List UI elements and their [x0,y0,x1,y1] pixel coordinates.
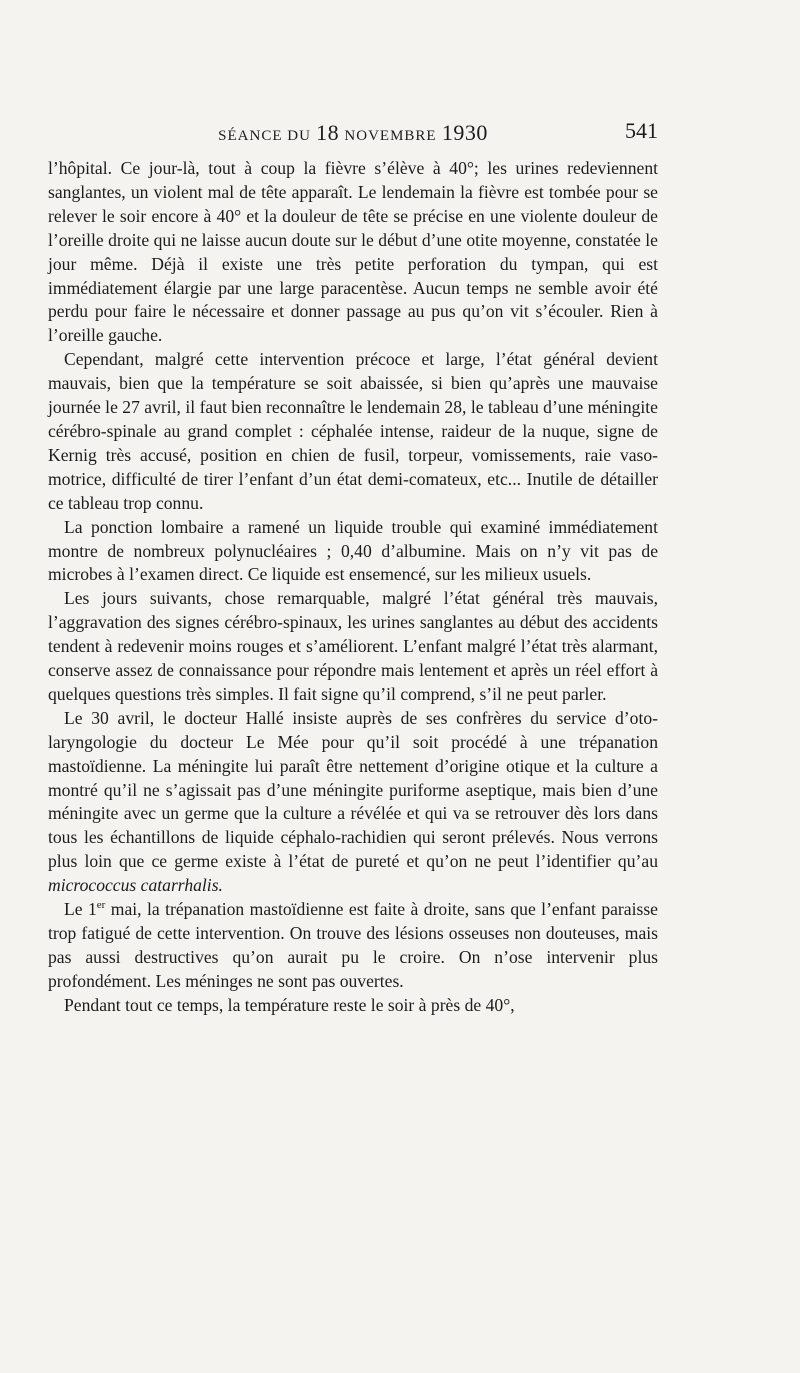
paragraph-4: Les jours suivants, chose remarquable, malgré l’état général très mauvais, l’aggravation des signes cérébro-spinaux, les urines sanglantes au début des accidents tendent à redevenir moins rouges et s’améliorent. L’enfant malgré l’état très alarmant, conserve assez de connaissance pour répondre mais lentement et après un réel effort à quelques questions très simples. Il fait signe qu’il comprend, s’il ne peut parler. [48,588,658,704]
body-text [48,157,658,1018]
paragraph-6-text: mai, la trépanation mastoïdienne est faite à droite, sans que l’enfant paraisse trop fatigué de cette intervention. On trouve des lésions osseuses non douteuses, mais pas aussi destructives qu’on aurait pu le croire. On n’ose intervenir plus profondément. Les méninges ne sont pas ouvertes. [48,899,658,991]
paragraph-3: La ponction lombaire a ramené un liquide trouble qui examiné immédiatement montre de nombreux polynucléaires ; 0,40 d’albumine. Mais on n’y vit pas de microbes à l’examen direct. Ce liquide est ensemencé, sur les milieux usuels. [48,516,658,585]
paragraph-5-text: Le 30 avril, le docteur Hallé insiste auprès de ses confrères du service d’oto-laryngologie du docteur Le Mée pour qu’il soit procédé à une trépanation mastoïdienne. La méningite lui paraît être nettement d’origine otique et la culture a montré qu’il ne s’agissait pas d’une méningite puriforme aseptique, mais bien d’une méningite avec un germe que la culture a révélée et qui va se retrouver dès lors dans tous les échantillons de liquide céphalo-rachidien qui seront prélevés. Nous verrons plus loin que ce germe existe à l’état de pureté et qu’on ne peut l’identifier qu’au [48,707,658,872]
header-day: 18 [316,120,340,145]
species-name: micrococcus catarrhalis. [48,875,223,896]
header-year: 1930 [441,120,488,145]
ordinal-superscript: er [96,899,106,912]
running-header [48,116,658,150]
header-month: NOVEMBRE [344,128,437,144]
paragraph-7: Pendant tout ce temps, la température reste le soir à près de 40°, [64,994,515,1015]
paragraph-2: Cependant, malgré cette intervention précoce et large, l’état général devient mauvais, bien que la température se soit abaissée, si bien qu’après une mauvaise journée le 27 avril, il faut bien reconnaître le lendemain 28, le tableau d’une méningite cérébro-spinale au grand complet : céphalée intense, raideur de la nuque, signe de Kernig très accusé, position en chien de fusil, torpeur, vomissements, raie vaso-motrice, difficulté de tirer l’enfant d’un état demi-comateux, etc... Inutile de détailler ce tableau trop connu. [48,349,658,513]
page-number: 541 [625,118,658,143]
header-title-prefix: SÉANCE DU [218,128,311,144]
paragraph-1: l’hôpital. Ce jour-là, tout à coup la fièvre s’élève à 40°; les urines redeviennent sanglantes, un violent mal de tête apparaît. Le lendemain la fièvre est tombée pour se relever le soir encore à 40° et la douleur de tête se précise en une violente douleur de l’oreille droite qui ne laisse aucun doute sur le début d’une otite moyenne, constatée le jour même. Déjà il existe une très petite perforation du tympan, qui est immédiatement élargie par une large paracentèse. Aucun temps ne semble avoir été perdu pour faire le nécessaire et donner passage au pus qu’on vit s’écouler. Rien à l’oreille gauche. [48,158,658,346]
paragraph-6-lead: Le 1 [64,899,97,920]
paragraph-6 [48,898,658,994]
paragraph-5 [48,707,658,898]
header-title [48,120,658,146]
